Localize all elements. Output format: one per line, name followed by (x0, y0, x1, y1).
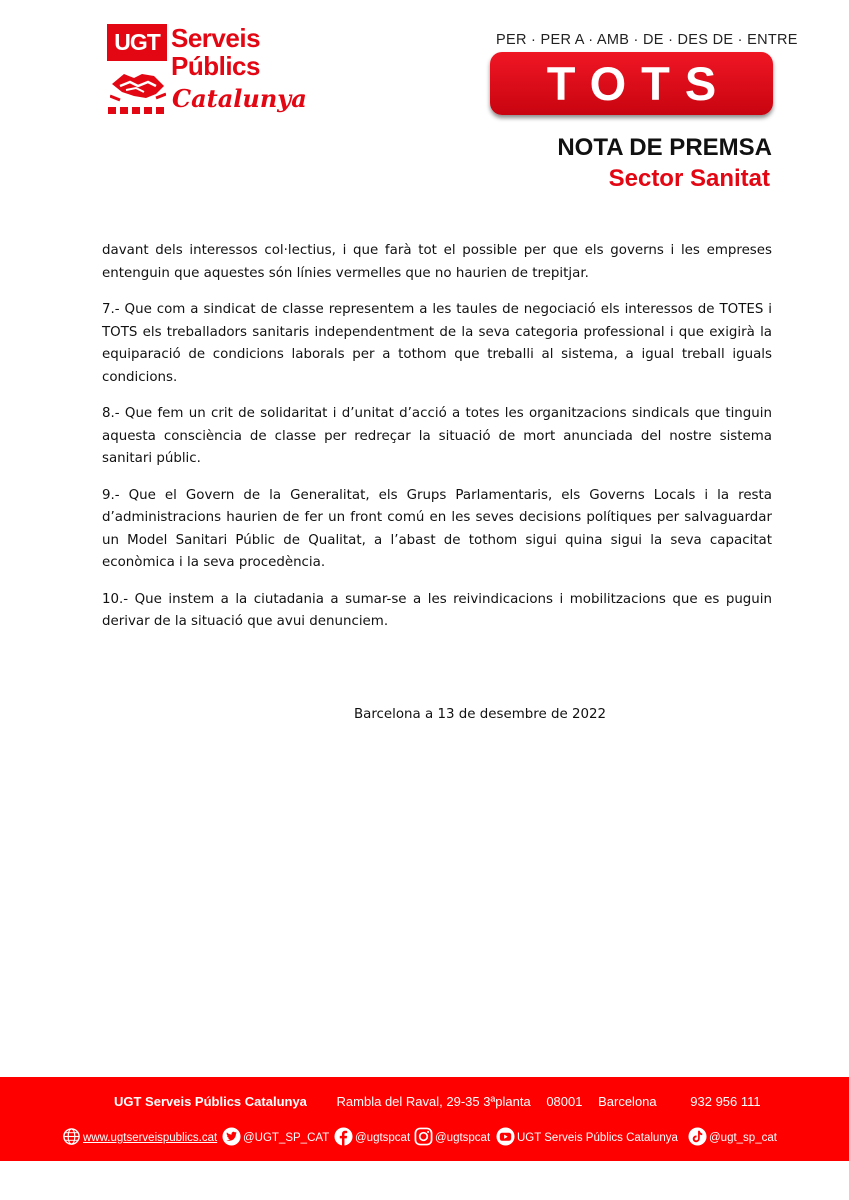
facebook-handle[interactable]: @ugtspcat (355, 1132, 411, 1144)
press-release-sector: Sector Sanitat (608, 165, 770, 192)
logo-line-catalunya: Catalunya (172, 84, 307, 113)
logo-dashes (108, 107, 168, 115)
place-date: Barcelona a 13 de desembre de 2022 (353, 707, 607, 722)
press-release-title: NOTA DE PREMSA (557, 134, 772, 161)
footer-org: UGT Serveis Públics Catalunya (114, 1094, 307, 1109)
instagram-icon (414, 1127, 433, 1146)
paragraph: 7.- Que com a sindicat de classe representem a les taules de negociació els interessos de TOTES i TOTS els treballadors sanitaris independentment de la seva categoria professional i que exigirà la equiparació de condicions laborals per a tothom que treballi al sistema, a igual treball iguals condicions. (102, 302, 772, 385)
globe-icon (62, 1127, 81, 1146)
paragraph: 8.- Que fem un crit de solidaritat i d’unitat d’acció a totes les organitzacions sindicals que tinguin aquesta consciència de classe per redreçar la situació de mort anunciada del nostre sistema sanitari públic. (102, 406, 772, 466)
facebook-icon (334, 1127, 353, 1146)
instagram-handle[interactable]: @ugtspcat (435, 1132, 491, 1144)
tots-banner: TOTS (490, 52, 773, 115)
footer-postal-code: 08001 (546, 1094, 583, 1109)
footer-phone: 932 956 111 (690, 1094, 761, 1109)
footer-web-link[interactable] (62, 1121, 217, 1151)
web-url[interactable]: www.ugtserveispublics.cat (83, 1132, 218, 1144)
press-release-body (102, 240, 772, 648)
footer-contact-row (114, 1094, 761, 1109)
footer-twitter-link[interactable] (222, 1121, 329, 1151)
paragraph: davant dels interessos col·lectius, i que farà tot el possible per que els governs i les empreses entenguin que aquestes són línies vermelles que no haurien de trepitjar. (102, 243, 772, 281)
footer-social-row (62, 1121, 842, 1147)
campaign-tagline: PER · PER A · AMB · DE · DES DE · ENTRE (496, 32, 798, 48)
footer-instagram-link[interactable] (414, 1121, 490, 1151)
handshake-icon (110, 62, 166, 104)
youtube-channel[interactable]: UGT Serveis Públics Catalunya (517, 1132, 678, 1144)
footer-city: Barcelona (598, 1094, 657, 1109)
footer-tiktok-link[interactable] (688, 1121, 777, 1151)
paragraph: 10.- Que instem a la ciutadania a sumar-se a les reivindicacions i mobilitzacions que es puguin derivar de la situació que avui denunciem. (102, 591, 772, 629)
twitter-handle[interactable]: @UGT_SP_CAT (243, 1132, 330, 1144)
paragraph: 9.- Que el Govern de la Generalitat, els Grups Parlamentaris, els Governs Locals i la resta d’administracions haurien de fer un front comú en les seves decisions polítiques per salvaguardar un Model Sanitari Públic de Qualitat, a l’abast de tothom sigui quina sigui la seva capacitat econòmica i la seva procedència. (102, 487, 772, 570)
youtube-icon (496, 1127, 515, 1146)
logo-line-serveis: Serveis (171, 23, 261, 53)
footer-address: Rambla del Raval, 29-35 3ªplanta (336, 1094, 531, 1109)
tiktok-handle[interactable]: @ugt_sp_cat (709, 1132, 777, 1144)
ugt-logo (106, 22, 307, 126)
logo-badge: UGT (107, 24, 167, 61)
tiktok-icon (688, 1127, 707, 1146)
footer-facebook-link[interactable] (334, 1121, 410, 1151)
footer (0, 1077, 849, 1161)
footer-youtube-link[interactable] (496, 1121, 678, 1151)
twitter-icon (222, 1127, 241, 1146)
logo-line-publics: Públics (171, 51, 260, 81)
